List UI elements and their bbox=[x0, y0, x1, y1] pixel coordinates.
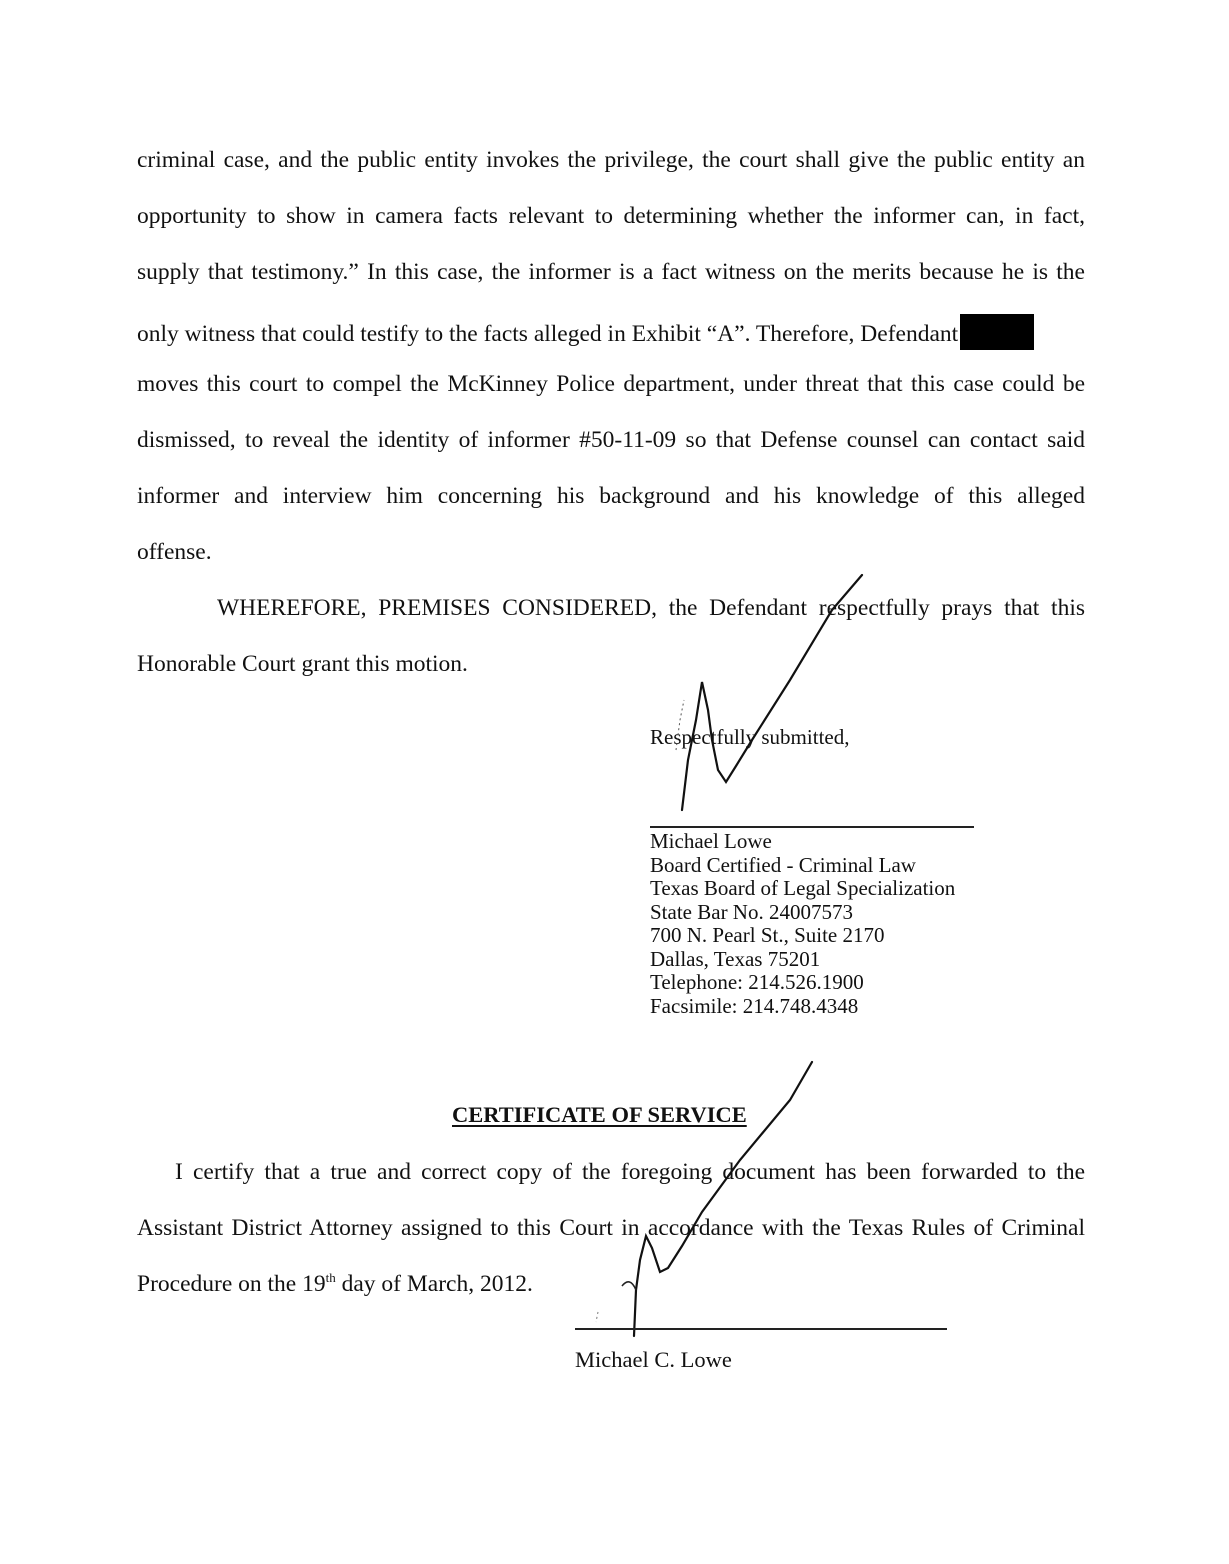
certificate-date-post: day of March, 2012. bbox=[335, 1271, 533, 1297]
body-line-7: informer and interview him concerning his background and his knowledge of this alleged bbox=[137, 483, 1085, 509]
attorney-board: Texas Board of Legal Specialization bbox=[650, 876, 956, 900]
body-line-1: criminal case, and the public entity invokes the privilege, the court shall give the public entity an bbox=[137, 147, 1085, 173]
signature-scribble-2 bbox=[590, 1050, 830, 1350]
certificate-date-pre: Procedure on the 19 bbox=[137, 1271, 326, 1297]
ordinal-suffix: th bbox=[325, 1270, 336, 1285]
signature-line-2 bbox=[575, 1328, 947, 1330]
attorney-bar-number: State Bar No. 24007573 bbox=[650, 899, 853, 924]
body-line-8: offense. bbox=[137, 539, 212, 565]
certificate-signer: Michael C. Lowe bbox=[575, 1347, 732, 1372]
attorney-name: Michael Lowe bbox=[650, 829, 772, 853]
closing-text: Respectfully submitted, bbox=[650, 725, 850, 749]
attorney-certification: Board Certified - Criminal Law bbox=[650, 852, 916, 877]
attorney-fax: Facsimile: 214.748.4348 bbox=[650, 993, 859, 1018]
body-line-4 bbox=[137, 314, 1085, 350]
body-line-6: dismissed, to reveal the identity of informer #50-11-09 so that Defense counsel can contact said bbox=[137, 427, 1085, 453]
body-line-2: opportunity to show in camera facts relevant to determining whether the informer can, in fact, bbox=[137, 203, 1085, 229]
prayer-line-2: Honorable Court grant this motion. bbox=[137, 651, 468, 677]
body-line-3: supply that testimony.” In this case, the informer is a fact witness on the merits because he is the bbox=[137, 259, 1085, 285]
attorney-signature-block bbox=[650, 830, 955, 1018]
certificate-heading: CERTIFICATE OF SERVICE bbox=[452, 1102, 747, 1127]
redaction-box bbox=[960, 314, 1034, 350]
attorney-address: 700 N. Pearl St., Suite 2170 bbox=[650, 923, 885, 947]
attorney-telephone: Telephone: 214.526.1900 bbox=[650, 970, 864, 994]
prayer-line-1: WHEREFORE, PREMISES CONSIDERED, the Defendant respectfully prays that this bbox=[217, 595, 1085, 621]
signature-line-1 bbox=[650, 826, 974, 828]
certificate-line-3 bbox=[137, 1270, 1085, 1298]
certificate-line-2: Assistant District Attorney assigned to this Court in accordance with the Texas Rules of Criminal bbox=[137, 1215, 1085, 1241]
attorney-city: Dallas, Texas 75201 bbox=[650, 946, 821, 971]
body-line-4-text: only witness that could testify to the facts alleged in Exhibit “A”. Therefore, Defendant bbox=[137, 321, 959, 347]
body-line-5: moves this court to compel the McKinney Police department, under threat that this case could be bbox=[137, 371, 1085, 397]
certificate-line-1: I certify that a true and correct copy of the foregoing document has been forwarded to the bbox=[175, 1159, 1085, 1185]
